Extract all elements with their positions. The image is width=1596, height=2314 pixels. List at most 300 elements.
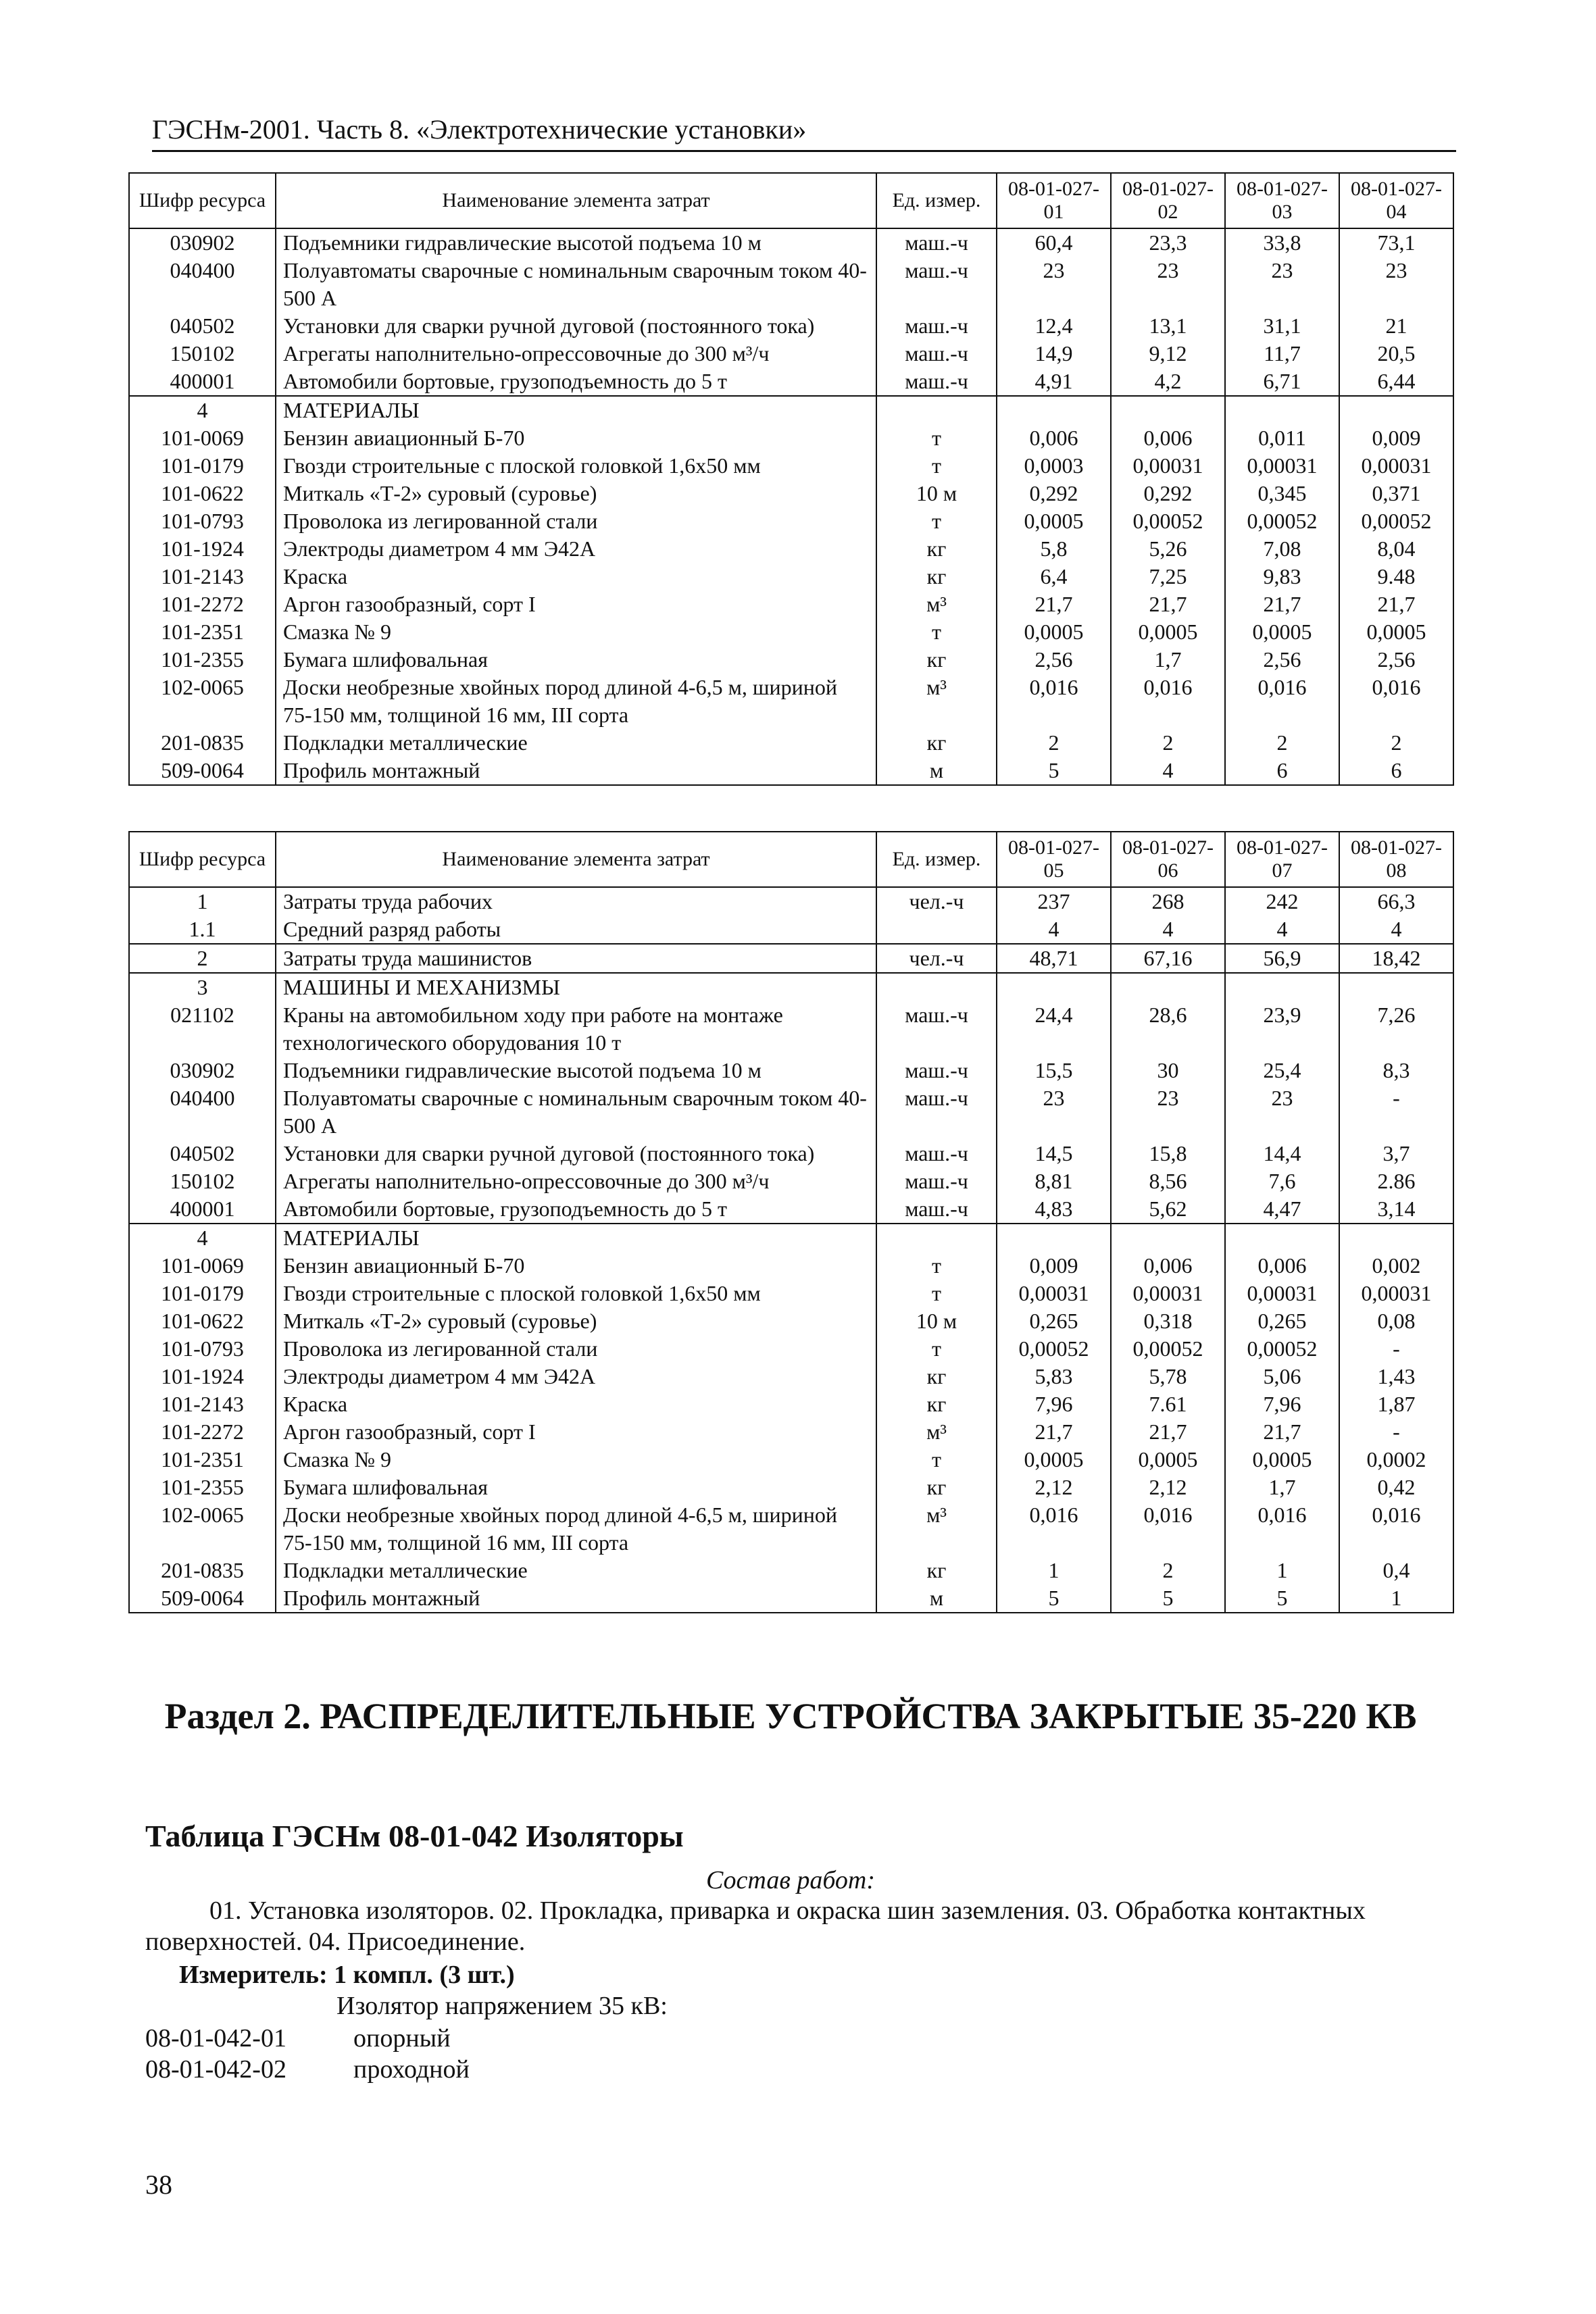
value-cell (1111, 396, 1225, 424)
resource-code: 101-2351 (129, 1446, 276, 1474)
value-cell: 23,3 (1111, 228, 1225, 257)
value-cell: 0,318 (1111, 1307, 1225, 1335)
unit-cell: т (876, 618, 997, 646)
unit-cell: кг (876, 729, 997, 757)
value-cell: 2 (1225, 729, 1339, 757)
resource-code: 400001 (129, 368, 276, 396)
table-row (129, 757, 1453, 785)
resource-name: Автомобили бортовые, грузоподъемность до 5 т (276, 1195, 876, 1224)
value-cell: 0,00031 (1111, 452, 1225, 480)
header-col-4: 08-01-027-04 (1339, 173, 1453, 228)
value-cell: 31,1 (1225, 312, 1339, 340)
table-row (129, 729, 1453, 757)
resource-name: Профиль монтажный (276, 1584, 876, 1613)
variant-row (145, 2054, 470, 2085)
table-row (129, 368, 1453, 396)
table-row (129, 1084, 1453, 1140)
resource-code: 101-2143 (129, 1390, 276, 1418)
value-cell: 0,016 (997, 674, 1111, 729)
resource-name: Миткаль «Т-2» суровый (суровье) (276, 480, 876, 507)
value-cell: 0,0005 (1111, 618, 1225, 646)
resource-code: 101-2143 (129, 563, 276, 590)
resource-name: Краны на автомобильном ходу при работе на монтаже технологического оборудования 10 т (276, 1001, 876, 1057)
resource-name: Доски необрезные хвойных пород длиной 4-6,5 м, шириной 75-150 мм, толщиной 16 мм, III сорта (276, 1501, 876, 1557)
unit-cell: т (876, 1252, 997, 1280)
value-cell: 5 (1111, 1584, 1225, 1613)
value-cell (1225, 1224, 1339, 1252)
resource-name: Затраты труда рабочих (276, 887, 876, 915)
value-cell: 2 (1111, 729, 1225, 757)
resource-name: Краска (276, 1390, 876, 1418)
value-cell: 0,00052 (1111, 1335, 1225, 1363)
value-cell: 0,4 (1339, 1557, 1453, 1584)
resource-code: 509-0064 (129, 1584, 276, 1613)
resource-code: 201-0835 (129, 729, 276, 757)
resource-name: Гвозди строительные с плоской головкой 1,6х50 мм (276, 1280, 876, 1307)
value-cell: 237 (997, 887, 1111, 915)
resource-code: 400001 (129, 1195, 276, 1224)
value-cell: 5 (1225, 1584, 1339, 1613)
value-cell: 5,8 (997, 535, 1111, 563)
table-row (129, 507, 1453, 535)
unit-cell: кг (876, 1557, 997, 1584)
unit-cell: т (876, 1335, 997, 1363)
value-cell: 1 (1225, 1557, 1339, 1584)
value-cell: 8,56 (1111, 1167, 1225, 1195)
value-cell: 0,08 (1339, 1307, 1453, 1335)
value-cell: 3,7 (1339, 1140, 1453, 1167)
value-cell: 1,87 (1339, 1390, 1453, 1418)
header-col-4: 08-01-027-08 (1339, 832, 1453, 887)
table-row (129, 1280, 1453, 1307)
resource-code: 030902 (129, 228, 276, 257)
table-row (129, 887, 1453, 915)
value-cell (1339, 973, 1453, 1001)
value-cell: 0,016 (1111, 1501, 1225, 1557)
table-row (129, 1474, 1453, 1501)
value-cell: 21,7 (1339, 590, 1453, 618)
value-cell: 66,3 (1339, 887, 1453, 915)
value-cell (1225, 973, 1339, 1001)
value-cell: 2 (997, 729, 1111, 757)
resource-name: Гвозди строительные с плоской головкой 1,6х50 мм (276, 452, 876, 480)
table-row (129, 1224, 1453, 1252)
value-cell: 0,009 (997, 1252, 1111, 1280)
value-cell (997, 973, 1111, 1001)
unit-cell: м³ (876, 1418, 997, 1446)
value-cell: 21,7 (1111, 1418, 1225, 1446)
resource-code: 3 (129, 973, 276, 1001)
resource-name: Бумага шлифовальная (276, 646, 876, 674)
unit-cell: м³ (876, 1501, 997, 1557)
value-cell: 5,83 (997, 1363, 1111, 1390)
table-row (129, 257, 1453, 312)
resource-name: Установки для сварки ручной дуговой (постоянного тока) (276, 312, 876, 340)
value-cell: 0,265 (997, 1307, 1111, 1335)
table-row (129, 228, 1453, 257)
value-cell: 0,006 (997, 424, 1111, 452)
header-col-3: 08-01-027-03 (1225, 173, 1339, 228)
work-composition-heading: Состав работ: (705, 1866, 876, 1894)
value-cell (1111, 1224, 1225, 1252)
value-cell: 8,81 (997, 1167, 1111, 1195)
variant-row (145, 2023, 451, 2054)
value-cell: 33,8 (1225, 228, 1339, 257)
resource-code: 101-0622 (129, 480, 276, 507)
value-cell (997, 396, 1111, 424)
unit-cell: маш.-ч (876, 368, 997, 396)
value-cell: 1,43 (1339, 1363, 1453, 1390)
table-row (129, 1140, 1453, 1167)
value-cell: 23 (1225, 257, 1339, 312)
unit-cell: кг (876, 646, 997, 674)
unit-cell: м³ (876, 674, 997, 729)
value-cell: 60,4 (997, 228, 1111, 257)
value-cell: 0,016 (1225, 1501, 1339, 1557)
value-cell: 4 (997, 915, 1111, 944)
value-cell: 21,7 (1111, 590, 1225, 618)
value-cell: 4,91 (997, 368, 1111, 396)
unit-cell: маш.-ч (876, 312, 997, 340)
value-cell: 0,016 (1339, 1501, 1453, 1557)
unit-cell (876, 396, 997, 424)
value-cell: 15,5 (997, 1057, 1111, 1084)
value-cell: 25,4 (1225, 1057, 1339, 1084)
header-code: Шифр ресурса (129, 173, 276, 228)
value-cell (1339, 396, 1453, 424)
value-cell: 0,42 (1339, 1474, 1453, 1501)
resource-name: Агрегаты наполнительно-опрессовочные до 300 м³/ч (276, 1167, 876, 1195)
value-cell: 20,5 (1339, 340, 1453, 368)
resource-name: Бензин авиационный Б-70 (276, 1252, 876, 1280)
unit-cell (876, 1224, 997, 1252)
value-cell (997, 1224, 1111, 1252)
table-title: Таблица ГЭСНм 08-01-042 Изоляторы (145, 1819, 684, 1853)
value-cell: 0,002 (1339, 1252, 1453, 1280)
value-cell: 0,009 (1339, 424, 1453, 452)
table-row (129, 1167, 1453, 1195)
value-cell: 0,00031 (1339, 452, 1453, 480)
value-cell: 23 (997, 1084, 1111, 1140)
value-cell: 268 (1111, 887, 1225, 915)
unit-cell: т (876, 424, 997, 452)
unit-cell: т (876, 452, 997, 480)
resource-name: Агрегаты наполнительно-опрессовочные до 300 м³/ч (276, 340, 876, 368)
value-cell: 5,06 (1225, 1363, 1339, 1390)
header-name: Наименование элемента затрат (276, 173, 876, 228)
resource-name: МАТЕРИАЛЫ (276, 1224, 876, 1252)
table-row (129, 424, 1453, 452)
value-cell: 21,7 (997, 1418, 1111, 1446)
value-cell: 1,7 (1111, 646, 1225, 674)
resource-code: 101-0179 (129, 452, 276, 480)
value-cell: 0,265 (1225, 1307, 1339, 1335)
value-cell: 23 (997, 257, 1111, 312)
table-row (129, 1446, 1453, 1474)
unit-cell: кг (876, 1363, 997, 1390)
value-cell: 12,4 (997, 312, 1111, 340)
value-cell: 6 (1225, 757, 1339, 785)
value-cell: 14,5 (997, 1140, 1111, 1167)
resource-name: Затраты труда машинистов (276, 944, 876, 973)
unit-cell: т (876, 1280, 997, 1307)
table-row (129, 674, 1453, 729)
table-row (129, 1307, 1453, 1335)
value-cell: 48,71 (997, 944, 1111, 973)
value-cell: 7,96 (997, 1390, 1111, 1418)
unit-cell: т (876, 507, 997, 535)
value-cell: 2,56 (1225, 646, 1339, 674)
resource-name: Подкладки металлические (276, 729, 876, 757)
value-cell: 21,7 (997, 590, 1111, 618)
variant-label: проходной (353, 2055, 470, 2084)
measurement-unit: Измеритель: 1 компл. (3 шт.) (179, 1961, 515, 1989)
header-col-2: 08-01-027-02 (1111, 173, 1225, 228)
value-cell: 2,12 (997, 1474, 1111, 1501)
value-cell: 4,83 (997, 1195, 1111, 1224)
value-cell: 0,0002 (1339, 1446, 1453, 1474)
resource-code: 509-0064 (129, 757, 276, 785)
value-cell: 7,26 (1339, 1001, 1453, 1057)
table-row (129, 1363, 1453, 1390)
unit-cell: маш.-ч (876, 257, 997, 312)
value-cell: 7,96 (1225, 1390, 1339, 1418)
table-row (129, 1390, 1453, 1418)
resource-name: Смазка № 9 (276, 1446, 876, 1474)
resource-code: 101-2272 (129, 590, 276, 618)
unit-cell: 10 м (876, 480, 997, 507)
value-cell: 23,9 (1225, 1001, 1339, 1057)
value-cell: 5,26 (1111, 535, 1225, 563)
resource-code: 101-2355 (129, 1474, 276, 1501)
value-cell: 0,00052 (997, 1335, 1111, 1363)
value-cell: 6,44 (1339, 368, 1453, 396)
value-cell: 6,71 (1225, 368, 1339, 396)
resource-code: 1 (129, 887, 276, 915)
resource-code: 021102 (129, 1001, 276, 1057)
value-cell: 24,4 (997, 1001, 1111, 1057)
resource-code: 101-0069 (129, 1252, 276, 1280)
table1-body (129, 228, 1453, 785)
variant-code: 08-01-042-02 (145, 2055, 286, 2084)
table-row (129, 944, 1453, 973)
value-cell: 0,00031 (1339, 1280, 1453, 1307)
value-cell: 1,7 (1225, 1474, 1339, 1501)
value-cell: - (1339, 1084, 1453, 1140)
value-cell: 0,011 (1225, 424, 1339, 452)
table-header-row (129, 173, 1453, 228)
value-cell: 0,016 (1225, 674, 1339, 729)
resource-name: МАТЕРИАЛЫ (276, 396, 876, 424)
value-cell: 4 (1225, 915, 1339, 944)
value-cell: 13,1 (1111, 312, 1225, 340)
resource-name: Краска (276, 563, 876, 590)
value-cell: 0,00052 (1111, 507, 1225, 535)
resource-code: 101-2272 (129, 1418, 276, 1446)
value-cell: 4 (1111, 915, 1225, 944)
resource-name: Электроды диаметром 4 мм Э42А (276, 1363, 876, 1390)
value-cell: 5,78 (1111, 1363, 1225, 1390)
value-cell: 11,7 (1225, 340, 1339, 368)
resource-code: 040502 (129, 312, 276, 340)
resource-code: 101-0622 (129, 1307, 276, 1335)
resource-code: 040400 (129, 1084, 276, 1140)
value-cell: 7,6 (1225, 1167, 1339, 1195)
resource-code: 2 (129, 944, 276, 973)
resource-name: Бумага шлифовальная (276, 1474, 876, 1501)
table-row (129, 1584, 1453, 1613)
value-cell: 5,62 (1111, 1195, 1225, 1224)
value-cell: 9,83 (1225, 563, 1339, 590)
resource-table-1 (128, 172, 1454, 786)
resource-name: Электроды диаметром 4 мм Э42А (276, 535, 876, 563)
resource-name: Аргон газообразный, сорт I (276, 1418, 876, 1446)
resource-name: Полуавтоматы сварочные с номинальным сварочным током 40-500 А (276, 1084, 876, 1140)
unit-cell: кг (876, 535, 997, 563)
value-cell: 242 (1225, 887, 1339, 915)
header-name: Наименование элемента затрат (276, 832, 876, 887)
unit-cell: маш.-ч (876, 1001, 997, 1057)
table-row (129, 973, 1453, 1001)
value-cell: - (1339, 1418, 1453, 1446)
value-cell: 23 (1111, 1084, 1225, 1140)
table-row (129, 1557, 1453, 1584)
unit-cell: м³ (876, 590, 997, 618)
value-cell: 4,2 (1111, 368, 1225, 396)
value-cell: 0,0005 (1225, 618, 1339, 646)
resource-code: 102-0065 (129, 1501, 276, 1557)
value-cell: 0,016 (1111, 674, 1225, 729)
value-cell: 8,3 (1339, 1057, 1453, 1084)
value-cell: 2,56 (1339, 646, 1453, 674)
value-cell (1339, 1224, 1453, 1252)
value-cell: 23 (1339, 257, 1453, 312)
value-cell: 0,006 (1111, 1252, 1225, 1280)
resource-code: 4 (129, 396, 276, 424)
value-cell: 18,42 (1339, 944, 1453, 973)
value-cell: 0,345 (1225, 480, 1339, 507)
resource-code: 101-0793 (129, 1335, 276, 1363)
value-cell: 23 (1111, 257, 1225, 312)
unit-cell: м (876, 757, 997, 785)
unit-cell: т (876, 1446, 997, 1474)
unit-cell: маш.-ч (876, 340, 997, 368)
header-col-2: 08-01-027-06 (1111, 832, 1225, 887)
resource-name: Автомобили бортовые, грузоподъемность до 5 т (276, 368, 876, 396)
value-cell: 8,04 (1339, 535, 1453, 563)
value-cell: 14,4 (1225, 1140, 1339, 1167)
value-cell: 0,292 (1111, 480, 1225, 507)
table-row (129, 1001, 1453, 1057)
value-cell: 9.48 (1339, 563, 1453, 590)
resource-name: Полуавтоматы сварочные с номинальным сварочным током 40-500 А (276, 257, 876, 312)
table-row (129, 915, 1453, 944)
value-cell: 28,6 (1111, 1001, 1225, 1057)
value-cell: 0,016 (997, 1501, 1111, 1557)
value-cell: 0,00052 (1339, 507, 1453, 535)
resource-table-2 (128, 831, 1454, 1613)
resource-name: Доски необрезные хвойных пород длиной 4-6,5 м, шириной 75-150 мм, толщиной 16 мм, III сорта (276, 674, 876, 729)
value-cell: 2,56 (997, 646, 1111, 674)
value-cell: 0,0005 (997, 1446, 1111, 1474)
value-cell (1225, 396, 1339, 424)
value-cell: 0,0005 (1339, 618, 1453, 646)
unit-cell (876, 915, 997, 944)
resource-code: 201-0835 (129, 1557, 276, 1584)
resource-name: Миткаль «Т-2» суровый (суровье) (276, 1307, 876, 1335)
value-cell: 0,0003 (997, 452, 1111, 480)
resource-code: 1.1 (129, 915, 276, 944)
value-cell: 6,4 (997, 563, 1111, 590)
table-row (129, 452, 1453, 480)
value-cell: 1 (997, 1557, 1111, 1584)
unit-cell: маш.-ч (876, 1167, 997, 1195)
variant-code: 08-01-042-01 (145, 2024, 286, 2053)
table-row (129, 535, 1453, 563)
value-cell: 21,7 (1225, 1418, 1339, 1446)
table-row (129, 618, 1453, 646)
value-cell: 23 (1225, 1084, 1339, 1140)
value-cell: 0,00031 (1225, 1280, 1339, 1307)
resource-name: Профиль монтажный (276, 757, 876, 785)
value-cell: 0,00031 (1111, 1280, 1225, 1307)
value-cell: 5 (997, 757, 1111, 785)
resource-name: Проволока из легированной стали (276, 507, 876, 535)
value-cell: 0,00052 (1225, 1335, 1339, 1363)
value-cell: 5 (997, 1584, 1111, 1613)
resource-name: Установки для сварки ручной дуговой (постоянного тока) (276, 1140, 876, 1167)
unit-cell: м (876, 1584, 997, 1613)
resource-name: Проволока из легированной стали (276, 1335, 876, 1363)
table-header-row (129, 832, 1453, 887)
table-row (129, 1335, 1453, 1363)
resource-code: 150102 (129, 340, 276, 368)
value-cell: 0,371 (1339, 480, 1453, 507)
value-cell: 0,006 (1225, 1252, 1339, 1280)
header-unit: Ед. измер. (876, 173, 997, 228)
table-row (129, 1195, 1453, 1224)
value-cell: 2.86 (1339, 1167, 1453, 1195)
resource-name: Подъемники гидравлические высотой подъема 10 м (276, 228, 876, 257)
resource-code: 150102 (129, 1167, 276, 1195)
table-row (129, 1418, 1453, 1446)
unit-cell: чел.-ч (876, 887, 997, 915)
value-cell: 2 (1339, 729, 1453, 757)
value-cell: 6 (1339, 757, 1453, 785)
value-cell: 21,7 (1225, 590, 1339, 618)
page-number: 38 (145, 2169, 172, 2200)
value-cell (1111, 973, 1225, 1001)
resource-code: 4 (129, 1224, 276, 1252)
table-row (129, 480, 1453, 507)
table-row (129, 1057, 1453, 1084)
unit-cell: маш.-ч (876, 1195, 997, 1224)
insulator-subheading: Изолятор напряжением 35 кВ: (336, 1992, 668, 2020)
unit-cell: кг (876, 563, 997, 590)
value-cell: 67,16 (1111, 944, 1225, 973)
value-cell: 0,006 (1111, 424, 1225, 452)
resource-code: 040502 (129, 1140, 276, 1167)
table-row (129, 396, 1453, 424)
resource-code: 101-2351 (129, 618, 276, 646)
running-header: ГЭСНм-2001. Часть 8. «Электротехнические установки» (152, 114, 1456, 152)
resource-code: 101-0069 (129, 424, 276, 452)
unit-cell: кг (876, 1474, 997, 1501)
value-cell: 0,00031 (997, 1280, 1111, 1307)
table-row (129, 646, 1453, 674)
value-cell: 73,1 (1339, 228, 1453, 257)
unit-cell: маш.-ч (876, 228, 997, 257)
